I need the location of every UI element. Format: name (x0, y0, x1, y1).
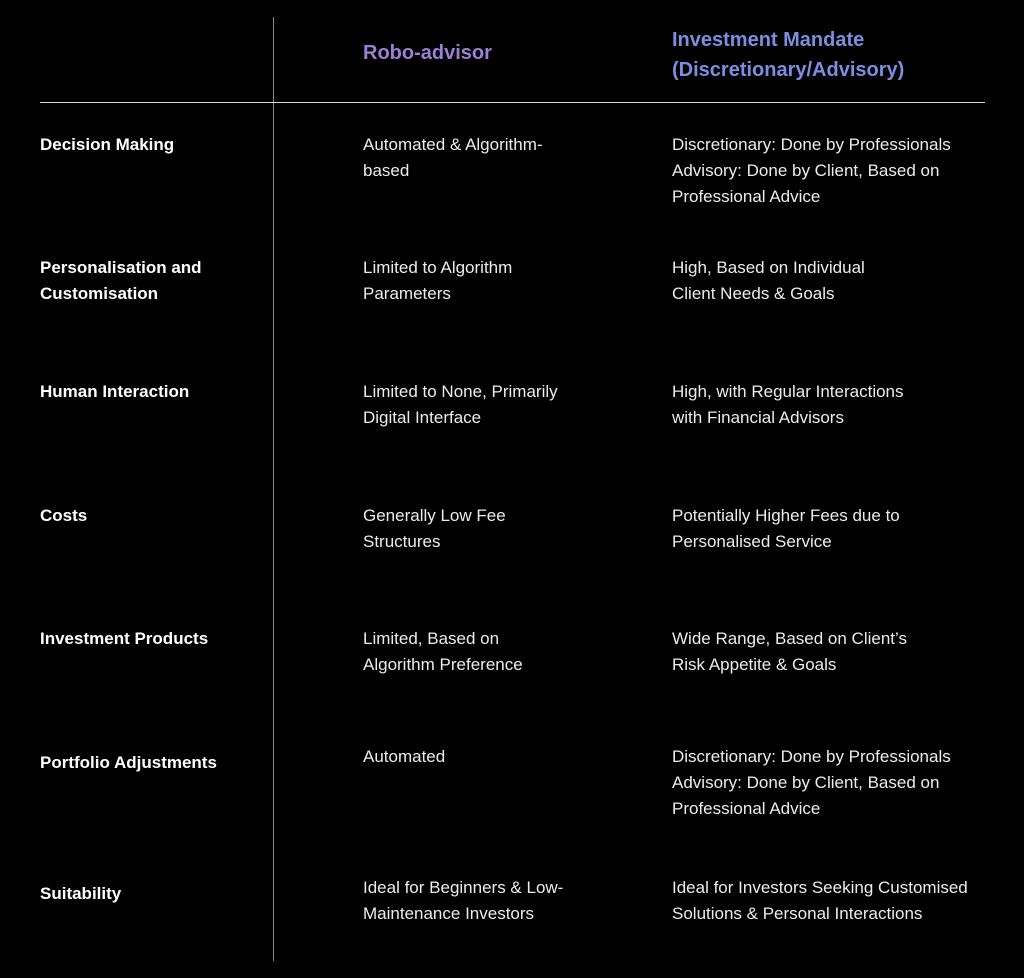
header-investment-mandate: Investment Mandate (Discretionary/Advisory) (672, 29, 905, 81)
robo-cell: Ideal for Beginners & Low- Maintenance Investors (363, 878, 564, 923)
column-divider (273, 17, 274, 961)
mandate-cell: High, with Regular Interactions with Financial Advisors (672, 382, 904, 427)
robo-cell: Limited, Based on Algorithm Preference (363, 629, 523, 674)
row-label: Human Interaction (40, 382, 190, 401)
row-label: Portfolio Adjustments (40, 753, 217, 772)
mandate-cell: Wide Range, Based on Client’s Risk Appetite & Goals (672, 629, 907, 674)
row-label: Personalisation and Customisation (40, 258, 202, 303)
row-label: Costs (40, 506, 88, 525)
robo-cell: Limited to Algorithm Parameters (363, 258, 513, 303)
mandate-cell: Discretionary: Done by Professionals Advisory: Done by Client, Based on Professional Advice (672, 135, 951, 206)
robo-cell: Limited to None, Primarily Digital Interface (363, 382, 558, 427)
row-label: Decision Making (40, 135, 175, 154)
header-divider (40, 102, 985, 103)
mandate-cell: Ideal for Investors Seeking Customised Solutions & Personal Interactions (672, 878, 968, 923)
mandate-cell: High, Based on Individual Client Needs & Goals (672, 258, 865, 303)
robo-cell: Automated & Algorithm- based (363, 135, 543, 180)
header-robo-advisor: Robo-advisor (363, 42, 492, 64)
row-label: Investment Products (40, 629, 209, 648)
row-label: Suitability (40, 884, 122, 903)
mandate-cell: Potentially Higher Fees due to Personalised Service (672, 506, 900, 551)
mandate-cell: Discretionary: Done by Professionals Advisory: Done by Client, Based on Professional Advice (672, 747, 951, 818)
robo-cell: Automated (363, 747, 446, 766)
robo-cell: Generally Low Fee Structures (363, 506, 506, 551)
